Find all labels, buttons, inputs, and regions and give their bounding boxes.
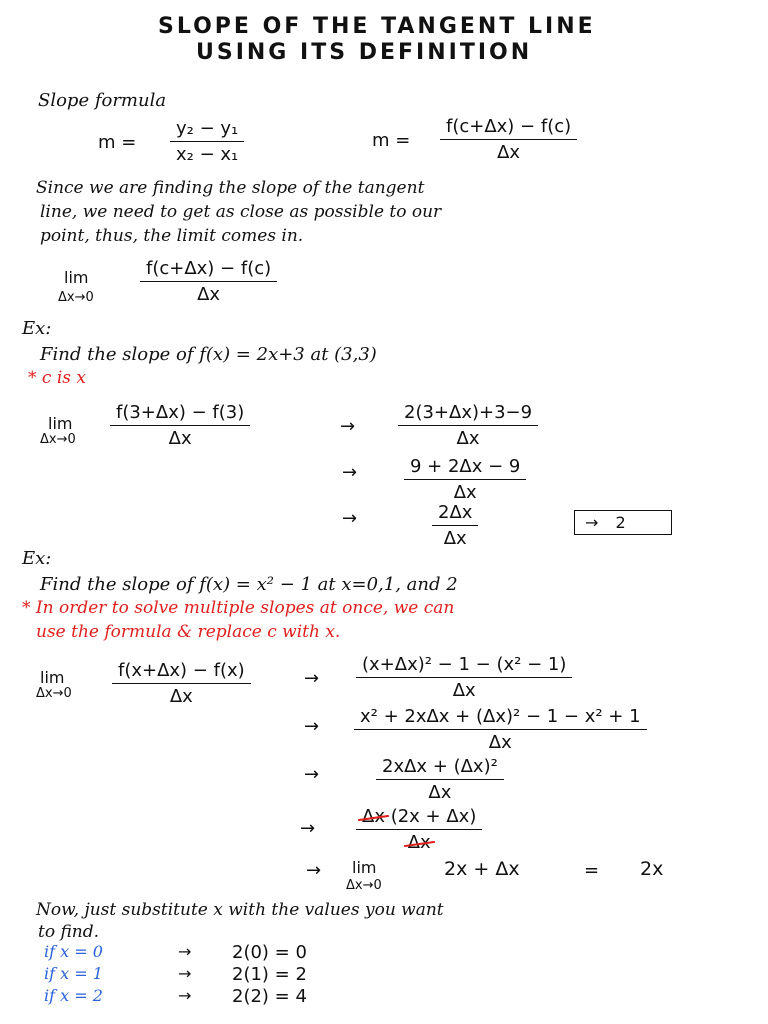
difference-quotient-denominator: Δx	[497, 142, 521, 163]
ex2-final-lim: lim	[352, 858, 377, 877]
since-text-line-2: line, we need to get as close as possible to our	[40, 202, 442, 222]
ex2-step2-denominator: Δx	[488, 732, 512, 753]
substitute-row-3-arrow: →	[178, 986, 192, 1005]
slope-formula-numerator: y₂ − y₁	[170, 118, 244, 142]
ex1-task: Find the slope of f(x) = 2x+3 at (3,3)	[40, 344, 377, 365]
limit-def-subscript: Δx→0	[58, 290, 94, 305]
substitute-row-1-result: 2(0) = 0	[232, 942, 307, 963]
ex1-step2-fraction	[404, 456, 526, 503]
ex2-step2-fraction	[354, 706, 647, 753]
ex2-step4-denominator	[408, 830, 431, 853]
ex2-step1-fraction	[356, 654, 572, 701]
limit-def-lim: lim	[64, 268, 89, 287]
ex2-final-result: 2x	[640, 858, 664, 880]
substitute-row-3-condition: if x = 2	[44, 986, 103, 1005]
ex2-label: Ex:	[22, 548, 52, 569]
ex1-step0-denominator: Δx	[168, 428, 192, 449]
ex1-note: * c is x	[28, 368, 86, 388]
ex2-step4-fraction	[356, 806, 482, 853]
ex1-result-box: → 2	[574, 510, 672, 535]
ex1-step3-denominator: Δx	[443, 528, 467, 549]
ex1-arrow-3: →	[342, 508, 358, 529]
ex2-final-expression: 2x + Δx	[444, 858, 520, 880]
ex2-step4-cancelled-denominator: Δx	[407, 832, 431, 853]
ex2-final-lim-subscript: Δx→0	[346, 878, 382, 893]
ex2-step3-fraction	[376, 756, 504, 803]
ex2-step0-numerator: f(x+Δx) − f(x)	[112, 660, 251, 684]
page-title-line-1: SLOPE OF THE TANGENT LINE	[158, 14, 596, 39]
substitute-row-3-result: 2(2) = 4	[232, 986, 307, 1007]
ex1-step3-numerator: 2Δx	[432, 502, 478, 526]
ex2-step1-numerator: (x+Δx)² − 1 − (x² − 1)	[356, 654, 572, 678]
ex2-arrow-5: →	[306, 860, 322, 881]
ex2-task: Find the slope of f(x) = x² − 1 at x=0,1, and 2	[40, 574, 458, 595]
ex1-step2-denominator: Δx	[453, 482, 477, 503]
substitute-row-1-condition: if x = 0	[44, 942, 103, 961]
ex2-arrow-2: →	[304, 716, 320, 737]
substitute-row-1-arrow: →	[178, 942, 192, 961]
ex1-step1-numerator: 2(3+Δx)+3−9	[398, 402, 538, 426]
ex2-arrow-4: →	[300, 818, 316, 839]
ex2-step4-remaining-factor: (2x + Δx)	[390, 806, 477, 827]
ex2-arrow-1: →	[304, 668, 320, 689]
ex1-arrow-1: →	[340, 416, 356, 437]
ex1-step0-numerator: f(3+Δx) − f(3)	[110, 402, 250, 426]
ex2-note-line-1: * In order to solve multiple slopes at once, we can	[22, 598, 455, 618]
ex2-step4-cancelled-factor: Δx	[362, 806, 385, 827]
ex2-final-equals: =	[584, 860, 600, 881]
slope-formula-denominator: x₂ − x₁	[176, 144, 239, 165]
substitute-row-2-condition: if x = 1	[44, 964, 103, 983]
ex2-step0-denominator: Δx	[169, 686, 193, 707]
limit-def-fraction	[140, 258, 277, 305]
ex1-step1-denominator: Δx	[456, 428, 480, 449]
limit-def-numerator: f(c+Δx) − f(c)	[140, 258, 277, 282]
ex1-lim: lim	[48, 414, 73, 433]
since-text-line-3: point, thus, the limit comes in.	[40, 226, 304, 246]
slope-formula-fraction	[170, 118, 244, 165]
ex1-lim-subscript: Δx→0	[40, 432, 76, 447]
ex2-step1-denominator: Δx	[452, 680, 476, 701]
difference-quotient-numerator: f(c+Δx) − f(c)	[440, 116, 577, 140]
ex2-step0-fraction	[112, 660, 251, 707]
ex2-arrow-3: →	[304, 764, 320, 785]
ex2-step3-denominator: Δx	[428, 782, 452, 803]
substitute-row-2-arrow: →	[178, 964, 192, 983]
ex2-lim-subscript: Δx→0	[36, 686, 72, 701]
slope-formula-label: Slope formula	[38, 90, 167, 111]
ex1-step3-fraction	[432, 502, 478, 549]
since-text-line-1: Since we are finding the slope of the tangent	[36, 178, 425, 198]
slope-m2-lhs: m =	[372, 130, 411, 151]
ex1-step1-fraction	[398, 402, 538, 449]
ex2-lim: lim	[40, 668, 65, 687]
ex2-step2-numerator: x² + 2xΔx + (Δx)² − 1 − x² + 1	[354, 706, 647, 730]
ex1-label: Ex:	[22, 318, 52, 339]
substitute-row-2-result: 2(1) = 2	[232, 964, 307, 985]
ex2-step3-numerator: 2xΔx + (Δx)²	[376, 756, 504, 780]
slope-m1-lhs: m =	[98, 132, 137, 153]
ex2-note-line-2: use the formula & replace c with x.	[36, 622, 341, 642]
substitute-line-1: Now, just substitute x with the values you want	[36, 900, 444, 920]
page-title-line-2: USING ITS DEFINITION	[196, 40, 533, 65]
ex1-arrow-2: →	[342, 462, 358, 483]
limit-def-denominator: Δx	[197, 284, 221, 305]
ex2-step4-numerator	[356, 806, 482, 830]
ex1-step2-numerator: 9 + 2Δx − 9	[404, 456, 526, 480]
substitute-line-2: to find.	[38, 922, 100, 942]
ex1-step0-fraction	[110, 402, 250, 449]
difference-quotient-fraction	[440, 116, 577, 163]
